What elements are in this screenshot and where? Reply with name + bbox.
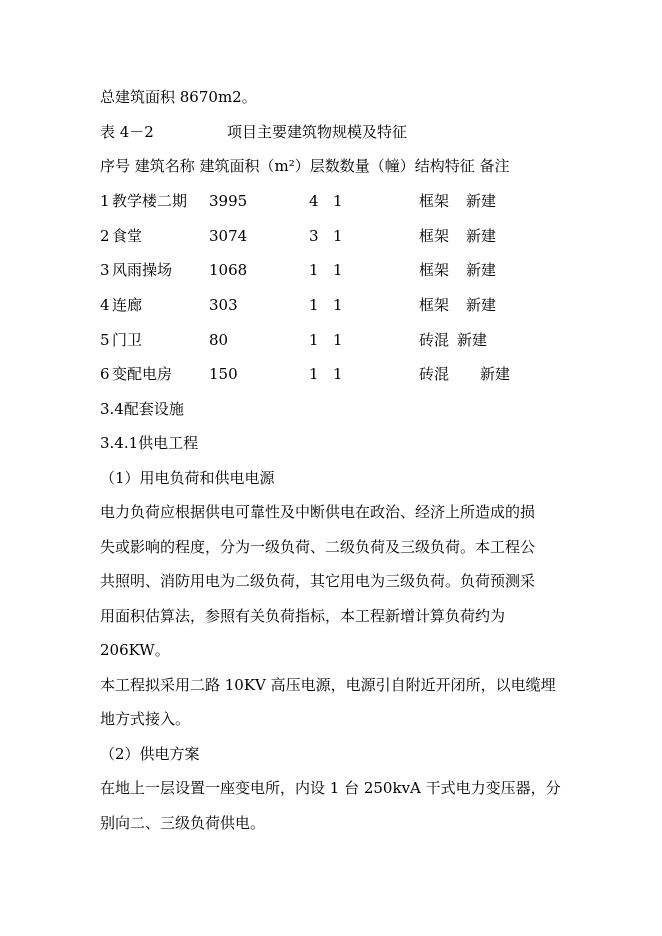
- section-heading-3-4-1: 3.4.1供电工程: [100, 434, 199, 452]
- floor-count: 3: [309, 227, 319, 245]
- table-row: [100, 192, 620, 212]
- structure-type: 砖混: [419, 331, 450, 349]
- row-number: 2: [100, 227, 110, 245]
- paragraph-line: 地方式接入。: [100, 710, 191, 728]
- building-area: 303: [209, 296, 238, 314]
- structure-type: 框架: [419, 296, 450, 314]
- structure-type: 框架: [419, 261, 450, 279]
- floor-count: 1: [309, 331, 319, 349]
- building-name: 风雨操场: [112, 261, 173, 279]
- paragraph-line: 别向二、三级负荷供电。: [100, 814, 266, 832]
- structure-type: 砖混: [419, 365, 450, 383]
- row-number: 1: [100, 192, 110, 210]
- table-row: [100, 365, 620, 385]
- row-number: 5: [100, 331, 110, 349]
- table-row: [100, 227, 620, 247]
- building-quantity: 1: [333, 227, 343, 245]
- row-number: 6: [100, 365, 110, 383]
- structure-type: 框架: [419, 227, 450, 245]
- table-caption-title: 项目主要建筑物规模及特征: [227, 123, 408, 141]
- paragraph-line: 在地上一层设置一座变电所，内设 1 台 250kvA 干式电力变压器，分: [100, 779, 561, 797]
- table-caption-number: 表 4－2: [100, 123, 154, 141]
- building-name: 食堂: [112, 227, 143, 245]
- building-name: 门卫: [112, 331, 143, 349]
- building-quantity: 1: [333, 365, 343, 383]
- floor-count: 4: [309, 192, 319, 210]
- paragraph-line: 206KW。: [100, 641, 170, 659]
- floor-count: 1: [309, 261, 319, 279]
- building-quantity: 1: [333, 331, 343, 349]
- building-area: 1068: [209, 261, 248, 279]
- section-heading-3-4: 3.4配套设施: [100, 400, 184, 418]
- remark: 新建: [466, 261, 497, 279]
- remark: 新建: [466, 227, 497, 245]
- building-quantity: 1: [333, 296, 343, 314]
- table-row: [100, 296, 620, 316]
- building-name: 变配电房: [112, 365, 173, 383]
- paragraph-line: 共照明、消防用电为二级负荷，其它用电为三级负荷。负荷预测采: [100, 572, 536, 590]
- building-quantity: 1: [333, 192, 343, 210]
- remark: 新建: [480, 365, 511, 383]
- building-area: 80: [209, 331, 229, 349]
- paragraph-line: 电力负荷应根据供电可靠性及中断供电在政治、经济上所造成的损: [100, 503, 536, 521]
- table-row: [100, 331, 620, 351]
- table-row: [100, 261, 620, 281]
- remark: 新建: [457, 331, 488, 349]
- row-number: 4: [100, 296, 110, 314]
- floor-count: 1: [309, 296, 319, 314]
- floor-count: 1: [309, 365, 319, 383]
- building-area: 3074: [209, 227, 248, 245]
- row-number: 3: [100, 261, 110, 279]
- remark: 新建: [466, 192, 497, 210]
- paragraph-line: 用面积估算法，参照有关负荷指标，本工程新增计算负荷约为: [100, 607, 506, 625]
- paragraph-line: 失或影响的程度，分为一级负荷、二级负荷及三级负荷。本工程公: [100, 538, 536, 556]
- subheading-supply-plan: （2）供电方案: [100, 745, 200, 763]
- subheading-load-and-source: （1）用电负荷和供电电源: [100, 469, 275, 487]
- structure-type: 框架: [419, 192, 450, 210]
- paragraph-line: 本工程拟采用二路 10KV 高压电源，电源引自附近开闭所，以电缆埋: [100, 676, 556, 694]
- building-area: 3995: [209, 192, 248, 210]
- building-name: 连廊: [112, 296, 143, 314]
- table-header: 序号 建筑名称 建筑面积（m²）层数数量（幢）结构特征 备注: [100, 157, 510, 175]
- total-area-line: 总建筑面积 8670m2。: [100, 88, 257, 106]
- remark: 新建: [466, 296, 497, 314]
- building-name: 教学楼二期: [112, 192, 188, 210]
- building-quantity: 1: [333, 261, 343, 279]
- building-area: 150: [209, 365, 238, 383]
